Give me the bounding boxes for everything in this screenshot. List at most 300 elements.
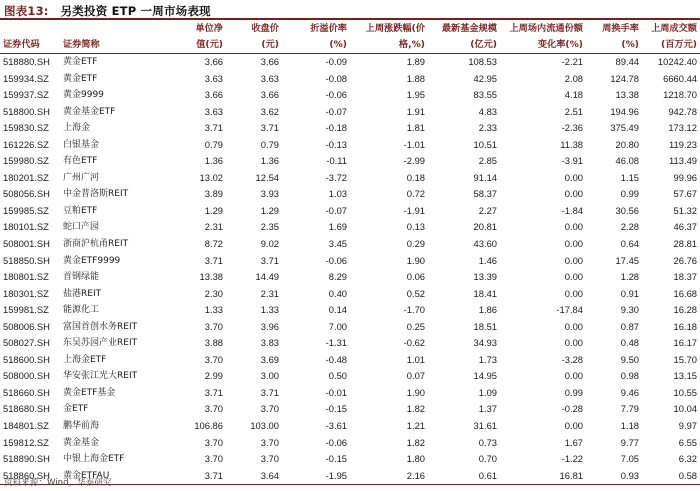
header-trading-value-top: 上周成交额: [651, 23, 697, 34]
cell-weekly-change: 0.52: [406, 287, 425, 299]
cell-weekly-change: 1.82: [406, 403, 425, 415]
cell-share-change: -3.28: [561, 353, 583, 365]
cell-turnover: 7.05: [620, 453, 639, 465]
header-fund-size: (亿元): [428, 37, 500, 54]
cell-unit-nav: 3.70: [204, 436, 223, 448]
cell-premium-rate: -1.31: [325, 337, 347, 349]
table-row: [0, 269, 700, 286]
cell-trading-value: 57.67: [673, 188, 697, 200]
table-row: [0, 104, 700, 121]
cell-unit-nav: 13.02: [199, 171, 223, 183]
title-divider: [0, 18, 700, 20]
header-weekly-change: 格,%): [350, 37, 428, 54]
cell-security-code: 184801.SZ: [3, 420, 49, 432]
cell-unit-nav: 3.88: [204, 337, 223, 349]
header-unit-nav-top: 单位净: [195, 23, 223, 34]
cell-share-change: 0.00: [564, 254, 583, 266]
cell-weekly-change: 1.90: [406, 254, 425, 266]
cell-weekly-change: 1.81: [406, 122, 425, 134]
figure-title-text: 另类投资 ETP 一周市场表现: [60, 4, 211, 18]
cell-unit-nav: 1.33: [204, 304, 223, 316]
cell-premium-rate: -1.95: [282, 468, 350, 485]
cell-premium-rate: 3.45: [328, 238, 347, 250]
header-weekly-change-top: 上周涨跌幅(价: [365, 23, 425, 34]
table-row: [0, 137, 700, 154]
table-row: [0, 170, 700, 187]
cell-security-name: 黄金基金: [63, 437, 100, 448]
cell-premium-rate: 8.29: [328, 271, 347, 283]
cell-security-name: 黄金基金ETF: [63, 106, 116, 117]
cell-weekly-change: -2.99: [403, 155, 425, 167]
cell-fund-size: 18.41: [473, 287, 497, 299]
cell-close-price: 0.79: [260, 138, 279, 150]
table-row: [0, 302, 700, 319]
cell-close-price: 2.35: [260, 221, 279, 233]
cell-security-code: 508006.SH: [3, 320, 50, 332]
cell-security-name: 华安张江光大REIT: [63, 371, 138, 382]
cell-security-code: 159980.SZ: [3, 155, 49, 167]
cell-trading-value: 6.55: [678, 436, 697, 448]
header-premium-rate-top: 折溢价率: [310, 23, 347, 34]
cell-security-code: 518800.SH: [3, 105, 50, 117]
cell-security-name: 上海金ETF: [63, 354, 107, 365]
table-row: [0, 418, 700, 435]
cell-trading-value: 10.04: [673, 403, 697, 415]
cell-share-change: -1.22: [561, 453, 583, 465]
cell-share-change: 0.00: [564, 171, 583, 183]
cell-fund-size: 42.95: [473, 72, 497, 84]
cell-premium-rate: 1.03: [328, 188, 347, 200]
cell-share-change: 0.99: [564, 386, 583, 398]
table-row: [0, 253, 700, 270]
cell-fund-size: 0.70: [478, 453, 497, 465]
cell-share-change: 0.00: [564, 370, 583, 382]
cell-turnover: 17.45: [615, 254, 639, 266]
source-note: 资料来源：Wind，华泰研究: [4, 478, 112, 488]
cell-weekly-change: 1.90: [406, 386, 425, 398]
cell-premium-rate: 0.14: [328, 304, 347, 316]
cell-share-change: -1.84: [561, 204, 583, 216]
cell-fund-size: 1.86: [478, 304, 497, 316]
cell-weekly-change: -1.70: [403, 304, 425, 316]
cell-share-change: -2.21: [561, 56, 583, 67]
cell-turnover: 0.48: [620, 337, 639, 349]
cell-security-name: 上海金: [63, 123, 91, 134]
cell-trading-value: 99.96: [673, 171, 697, 183]
cell-premium-rate: -0.11: [326, 155, 347, 167]
cell-unit-nav: 3.66: [204, 56, 223, 67]
cell-turnover: 46.08: [615, 155, 639, 167]
cell-security-name: 能源化工: [63, 305, 100, 316]
cell-unit-nav: 3.70: [204, 403, 223, 415]
cell-security-code: 159985.SZ: [3, 204, 49, 216]
cell-weekly-change: 1.21: [406, 420, 425, 432]
cell-security-name: 广州广河: [63, 172, 100, 183]
cell-trading-value: 942.78: [668, 105, 697, 117]
cell-trading-value: 0.58: [642, 468, 700, 485]
cell-premium-rate: -0.06: [325, 254, 347, 266]
cell-security-code: 159812.SZ: [3, 436, 49, 448]
cell-close-price: 1.36: [260, 155, 279, 167]
cell-security-code: 518680.SH: [3, 403, 50, 415]
cell-security-code: 518600.SH: [3, 353, 50, 365]
cell-weekly-change: 1.01: [406, 353, 425, 365]
cell-security-code: 159937.SZ: [3, 89, 49, 101]
cell-security-name: 豆粕ETF: [63, 205, 98, 216]
cell-fund-size: 1.46: [478, 254, 497, 266]
table-row: [0, 385, 700, 402]
cell-security-name: 金ETF: [63, 404, 89, 415]
cell-trading-value: 9.97: [678, 420, 697, 432]
cell-turnover: 194.96: [610, 105, 639, 117]
cell-security-name: 东吴苏园产业REIT: [63, 338, 138, 349]
cell-close-price: 14.49: [255, 271, 279, 283]
cell-turnover: 9.46: [620, 386, 639, 398]
cell-trading-value: 46.37: [673, 221, 697, 233]
cell-fund-size: 34.93: [473, 337, 497, 349]
cell-premium-rate: 0.50: [328, 370, 347, 382]
cell-turnover: 1.28: [620, 271, 639, 283]
cell-unit-nav: 3.66: [204, 89, 223, 101]
cell-security-code: 518860.SH: [0, 468, 60, 485]
cell-unit-nav: 1.29: [204, 204, 223, 216]
cell-share-change: -3.91: [561, 155, 583, 167]
table-row: [0, 203, 700, 220]
cell-fund-size: 91.14: [473, 171, 497, 183]
cell-close-price: 3.63: [260, 72, 279, 84]
cell-security-name: 黄金ETF基金: [63, 387, 116, 398]
cell-close-price: 3.66: [260, 89, 279, 101]
header-fund-size-top: 最新基金规模: [441, 23, 497, 34]
cell-security-code: 508000.SH: [3, 370, 50, 382]
cell-unit-nav: 3.70: [204, 320, 223, 332]
cell-turnover: 0.98: [620, 370, 639, 382]
cell-weekly-change: 1.95: [406, 89, 425, 101]
cell-security-code: 518660.SH: [3, 386, 50, 398]
cell-trading-value: 18.37: [673, 271, 697, 283]
cell-weekly-change: 1.88: [406, 72, 425, 84]
cell-close-price: 3.70: [260, 436, 279, 448]
cell-security-name: 中金普洛斯REIT: [63, 189, 129, 200]
cell-security-name: 黄金9999: [63, 90, 104, 101]
cell-fund-size: 43.60: [473, 238, 497, 250]
cell-security-code: 508056.SH: [3, 188, 50, 200]
cell-premium-rate: -0.06: [325, 436, 347, 448]
cell-close-price: 1.33: [260, 304, 279, 316]
header-close-price-top: 收盘价: [251, 23, 279, 34]
cell-trading-value: 6.32: [678, 453, 697, 465]
cell-security-code: 180301.SZ: [3, 287, 49, 299]
cell-premium-rate: 7.00: [328, 320, 347, 332]
header-share-change-top: 上周场内流通份额: [509, 23, 583, 34]
cell-trading-value: 6660.44: [663, 72, 697, 84]
cell-turnover: 0.93: [586, 468, 642, 485]
cell-premium-rate: -0.18: [325, 122, 347, 134]
cell-turnover: 1.15: [620, 171, 639, 183]
table-row: [0, 219, 700, 236]
cell-security-code: 508001.SH: [3, 238, 50, 250]
cell-security-name: 富国首创水务REIT: [63, 321, 138, 332]
cell-security-name: 首钢绿能: [63, 272, 100, 283]
cell-trading-value: 16.18: [673, 320, 697, 332]
cell-premium-rate: -0.09: [325, 56, 347, 67]
table-row: [0, 335, 700, 352]
cell-weekly-change: 0.25: [406, 320, 425, 332]
cell-share-change: 0.00: [564, 420, 583, 432]
cell-unit-nav: 3.63: [204, 72, 223, 84]
cell-weekly-change: 0.29: [406, 238, 425, 250]
cell-security-name: 有色ETF: [63, 156, 98, 167]
cell-share-change: -17.84: [556, 304, 583, 316]
etp-performance-table: [0, 21, 700, 485]
table-row: [0, 352, 700, 369]
cell-close-price: 9.02: [260, 238, 279, 250]
cell-trading-value: 173.12: [668, 122, 697, 134]
cell-share-change: -2.36: [561, 122, 583, 134]
header-share-change: 变化率(%): [500, 37, 586, 54]
cell-weekly-change: 1.82: [406, 436, 425, 448]
cell-unit-nav: 3.71: [204, 386, 223, 398]
cell-turnover: 0.91: [620, 287, 639, 299]
header-row-top: [0, 21, 700, 37]
cell-close-price: 12.54: [255, 171, 279, 183]
cell-trading-value: 15.70: [673, 353, 697, 365]
cell-security-name: 中银上海金ETF: [63, 454, 125, 465]
cell-security-code: 180801.SZ: [3, 271, 49, 283]
cell-fund-size: 0.61: [428, 468, 500, 485]
header-turnover-top: 周换手率: [602, 23, 639, 34]
header-row-bottom: [0, 37, 700, 54]
cell-trading-value: 10242.40: [657, 56, 697, 67]
cell-unit-nav: 3.70: [204, 353, 223, 365]
cell-unit-nav: 8.72: [204, 238, 223, 250]
table-row: [0, 368, 700, 385]
cell-fund-size: 20.81: [473, 221, 497, 233]
cell-premium-rate: -0.15: [325, 403, 347, 415]
cell-turnover: 375.49: [610, 122, 639, 134]
table-row: [0, 87, 700, 104]
cell-turnover: 0.64: [620, 238, 639, 250]
cell-trading-value: 51.32: [673, 204, 697, 216]
cell-weekly-change: 0.72: [406, 188, 425, 200]
cell-turnover: 9.50: [620, 353, 639, 365]
cell-security-name: 黄金ETFAU: [60, 468, 166, 485]
cell-unit-nav: 3.71: [204, 122, 223, 134]
cell-trading-value: 1218.70: [663, 89, 697, 101]
cell-unit-nav: 106.86: [194, 420, 223, 432]
cell-weekly-change: 0.06: [406, 271, 425, 283]
cell-security-code: 518880.SH: [3, 56, 50, 67]
cell-premium-rate: -0.15: [325, 453, 347, 465]
header-security-name: 证券简称: [60, 37, 166, 54]
cell-turnover: 9.30: [620, 304, 639, 316]
cell-turnover: 30.56: [615, 204, 639, 216]
cell-share-change: 16.81: [500, 468, 586, 485]
cell-security-name: 盐港REIT: [63, 288, 102, 299]
cell-fund-size: 2.27: [478, 204, 497, 216]
cell-close-price: 103.00: [250, 420, 279, 432]
cell-close-price: 3.70: [260, 453, 279, 465]
cell-fund-size: 108.53: [468, 56, 497, 67]
cell-close-price: 3.66: [260, 56, 279, 67]
cell-close-price: 1.29: [260, 204, 279, 216]
cell-share-change: -0.28: [561, 403, 583, 415]
cell-turnover: 124.78: [610, 72, 639, 84]
cell-fund-size: 13.39: [473, 271, 497, 283]
cell-security-name: 黄金ETF: [63, 57, 98, 67]
cell-security-code: 159934.SZ: [3, 72, 49, 84]
cell-fund-size: 4.83: [478, 105, 497, 117]
cell-weekly-change: 2.16: [350, 468, 428, 485]
cell-security-code: 518890.SH: [3, 453, 50, 465]
table-row: [0, 435, 700, 452]
header-unit-nav: 值(元): [166, 37, 226, 54]
cell-security-name: 蛇口产园: [63, 222, 100, 233]
cell-fund-size: 14.95: [473, 370, 497, 382]
cell-close-price: 2.31: [260, 287, 279, 299]
cell-unit-nav: 2.30: [204, 287, 223, 299]
cell-close-price: 3.00: [260, 370, 279, 382]
cell-fund-size: 2.33: [478, 122, 497, 134]
table-body: [0, 54, 700, 485]
cell-share-change: 2.08: [564, 72, 583, 84]
cell-turnover: 0.99: [620, 188, 639, 200]
cell-premium-rate: -0.07: [325, 105, 347, 117]
cell-turnover: 13.38: [615, 89, 639, 101]
cell-unit-nav: 1.36: [204, 155, 223, 167]
cell-trading-value: 10.55: [673, 386, 697, 398]
cell-security-name: 白银基金: [63, 139, 100, 150]
cell-trading-value: 26.76: [673, 254, 697, 266]
cell-close-price: 3.93: [260, 188, 279, 200]
cell-fund-size: 18.51: [473, 320, 497, 332]
header-premium-rate: (%): [282, 37, 350, 54]
cell-unit-nav: 3.89: [204, 188, 223, 200]
cell-turnover: 0.87: [620, 320, 639, 332]
cell-security-code: 161226.SZ: [3, 138, 49, 150]
header-security-name-top: [60, 21, 166, 37]
cell-security-code: 159981.SZ: [3, 304, 49, 316]
cell-share-change: 1.67: [564, 436, 583, 448]
cell-turnover: 1.18: [620, 420, 639, 432]
table-row: [0, 54, 700, 71]
cell-close-price: 3.64: [226, 468, 282, 485]
cell-trading-value: 16.28: [673, 304, 697, 316]
cell-security-code: 508027.SH: [3, 337, 50, 349]
cell-premium-rate: -0.06: [325, 89, 347, 101]
cell-fund-size: 83.55: [473, 89, 497, 101]
cell-share-change: 11.38: [560, 138, 583, 150]
cell-premium-rate: -0.07: [325, 204, 347, 216]
cell-weekly-change: 1.80: [406, 453, 425, 465]
cell-unit-nav: 3.70: [204, 453, 223, 465]
header-security-code-top: [0, 21, 60, 37]
cell-weekly-change: -1.91: [403, 204, 425, 216]
cell-weekly-change: 1.91: [406, 105, 425, 117]
cell-close-price: 3.83: [260, 337, 279, 349]
cell-premium-rate: -0.13: [325, 138, 347, 150]
cell-trading-value: 113.49: [669, 155, 697, 167]
cell-security-code: 180201.SZ: [3, 171, 49, 183]
cell-fund-size: 1.09: [478, 386, 497, 398]
header-turnover: (%): [586, 37, 642, 54]
table-row: [0, 153, 700, 170]
cell-turnover: 89.44: [615, 56, 639, 67]
table-row: [0, 71, 700, 88]
cell-trading-value: 13.15: [673, 370, 697, 382]
cell-unit-nav: 2.31: [204, 221, 223, 233]
header-close-price: (元): [226, 37, 282, 54]
cell-close-price: 3.96: [260, 320, 279, 332]
cell-turnover: 2.28: [620, 221, 639, 233]
cell-security-code: 518850.SH: [3, 254, 50, 266]
table-row: [0, 401, 700, 418]
cell-fund-size: 31.61: [473, 420, 497, 432]
cell-trading-value: 16.17: [673, 337, 697, 349]
cell-trading-value: 119.23: [669, 138, 697, 150]
cell-premium-rate: 0.40: [328, 287, 347, 299]
cell-premium-rate: -3.72: [325, 171, 347, 183]
cell-security-name: 浙商沪杭甬REIT: [63, 239, 129, 250]
cell-close-price: 3.69: [260, 353, 279, 365]
cell-unit-nav: 3.63: [204, 105, 223, 117]
cell-close-price: 3.62: [260, 105, 279, 117]
cell-fund-size: 58.37: [473, 188, 497, 200]
cell-fund-size: 0.73: [478, 436, 497, 448]
cell-share-change: 0.00: [564, 337, 583, 349]
cell-unit-nav: 3.71: [166, 468, 226, 485]
cell-security-name: 鹏华前海: [63, 421, 100, 432]
cell-unit-nav: 13.38: [199, 271, 223, 283]
cell-security-code: 159830.SZ: [3, 122, 49, 134]
table-row: [0, 451, 700, 468]
cell-unit-nav: 0.79: [204, 138, 223, 150]
cell-security-name: 黄金ETF: [63, 73, 98, 84]
cell-premium-rate: -0.01: [325, 386, 347, 398]
figure-title: [4, 3, 211, 19]
cell-premium-rate: -0.08: [325, 72, 347, 84]
cell-premium-rate: 1.69: [328, 221, 347, 233]
cell-weekly-change: 0.07: [406, 370, 425, 382]
table-row: [0, 319, 700, 336]
header-trading-value: (百万元): [642, 37, 700, 54]
cell-turnover: 9.77: [620, 436, 639, 448]
cell-fund-size: 1.37: [478, 403, 497, 415]
cell-weekly-change: -0.62: [403, 337, 425, 349]
table-row: [0, 236, 700, 253]
cell-weekly-change: -1.01: [403, 138, 425, 150]
cell-share-change: 0.00: [564, 221, 583, 233]
cell-fund-size: 1.73: [478, 353, 497, 365]
cell-close-price: 3.70: [260, 403, 279, 415]
cell-turnover: 20.80: [615, 138, 639, 150]
figure-label: 图表13:: [4, 4, 49, 18]
cell-fund-size: 2.85: [478, 155, 497, 167]
header-security-code: 证券代码: [0, 37, 60, 54]
cell-close-price: 3.71: [260, 122, 279, 134]
cell-share-change: 0.00: [564, 271, 583, 283]
cell-close-price: 3.71: [260, 386, 279, 398]
cell-fund-size: 10.51: [473, 138, 497, 150]
cell-share-change: 4.18: [564, 89, 583, 101]
cell-weekly-change: 0.18: [406, 171, 425, 183]
cell-premium-rate: -3.61: [325, 420, 347, 432]
cell-premium-rate: -0.48: [325, 353, 347, 365]
cell-share-change: 0.00: [564, 320, 583, 332]
table-row: [0, 186, 700, 203]
cell-close-price: 3.71: [260, 254, 279, 266]
cell-unit-nav: 3.71: [204, 254, 223, 266]
